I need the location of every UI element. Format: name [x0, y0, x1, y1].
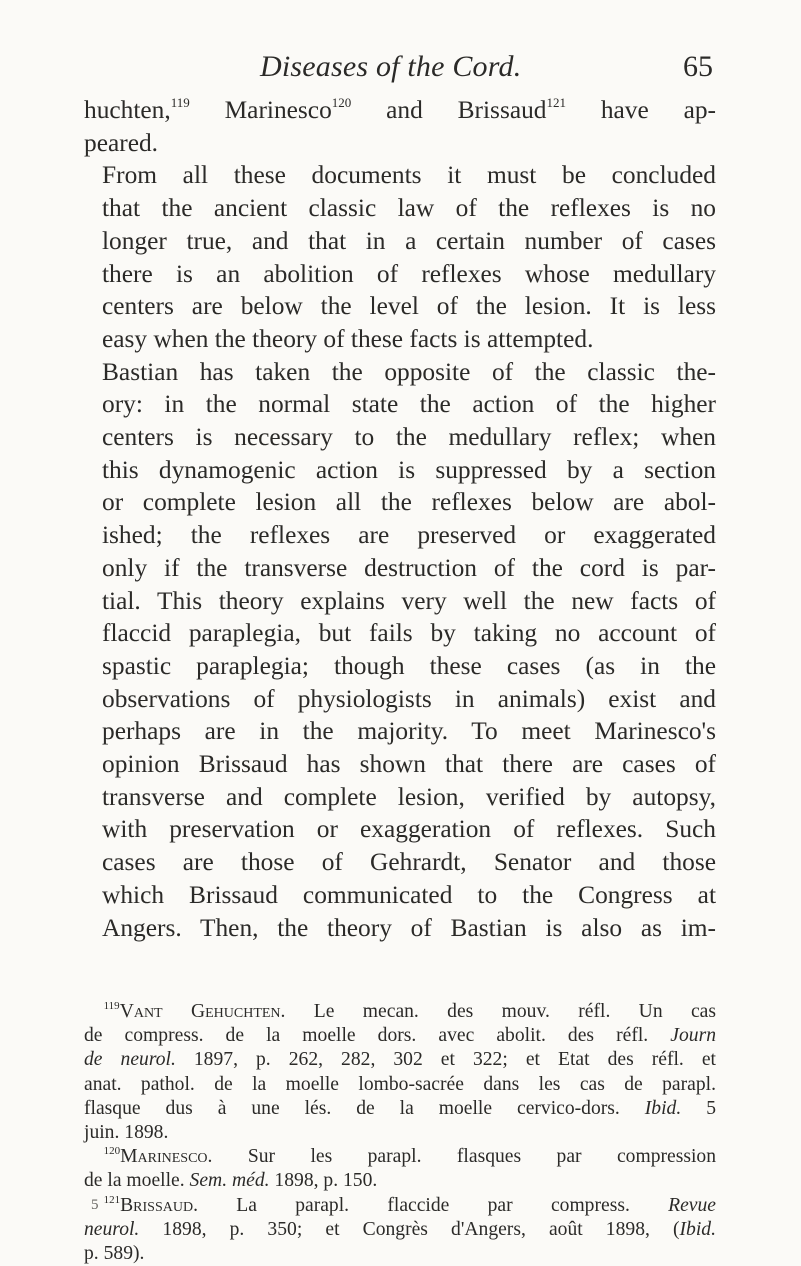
- footnote-author: Marinesco.: [120, 1146, 213, 1168]
- footnote-line: $^{121}$Brissaud. La parapl. flaccide par compress. Revue: [103, 1193, 716, 1216]
- footnote-120: [84, 1145, 716, 1193]
- footnote-line: neurol. 1898, p. 350; et Congrès d'Angers, août 1898, (Ibid.: [84, 1218, 716, 1240]
- text-line: huchten,$^{119}$ Marinesco$^{120}$ and Brissaud$^{121}$ have ap-: [84, 95, 717, 124]
- footnote-line: de la moelle. Sem. méd. 1898, p. 150.: [84, 1170, 378, 1192]
- text-line: perhaps are in the majority. To meet Marinesco's: [102, 717, 716, 746]
- text-line: with preservation or exaggeration of reflexes. Such: [102, 815, 716, 844]
- footnote-ref-120[interactable]: 120: [331, 95, 352, 110]
- footnote-121: [84, 1194, 716, 1266]
- footnote-line: flasque dus à une lés. de la moelle cervico-dors. Ibid. 5: [84, 1097, 716, 1119]
- footnote-line: juin. 1898.: [84, 1122, 169, 1144]
- body-text: [84, 94, 716, 944]
- text-line: ory: in the normal state the action of the higher: [102, 390, 716, 419]
- footnote-line: $^{119}$Vant Gehuchten. Le mecan. des mouv. réfl. Un cas: [103, 1000, 716, 1022]
- text-line: cases are those of Gehrardt, Senator and those: [102, 848, 716, 877]
- paragraph: [84, 159, 716, 355]
- footnote-ref-121[interactable]: 121: [546, 95, 566, 110]
- text-line: transverse and complete lesion, verified by autopsy,: [102, 782, 716, 811]
- text-line: that the ancient classic law of the reflexes is no: [102, 194, 716, 223]
- paragraph: [84, 356, 716, 945]
- footnote-ref-119[interactable]: 119: [170, 95, 190, 110]
- text-line: flaccid paraplegia, but fails by taking no account of: [102, 619, 716, 648]
- running-header: [88, 50, 713, 90]
- text-line: this dynamogenic action is suppressed by a section: [102, 455, 716, 484]
- footnotes: [84, 1000, 716, 1266]
- text-line: From all these documents it must be concluded: [102, 161, 716, 190]
- footnote-number: 119: [103, 1000, 120, 1012]
- text-line: centers are below the level of the lesion. It is less: [102, 292, 716, 321]
- text-line: Angers. Then, the theory of Bastian is also as im-: [102, 913, 716, 942]
- text-line: centers is necessary to the medullary reflex; when: [102, 423, 716, 452]
- text-line: or complete lesion all the reflexes below are abol-: [102, 488, 716, 517]
- text-line: Bastian has taken the opposite of the classic the-: [102, 357, 716, 386]
- text-line: easy when the theory of these facts is attempted.: [102, 324, 594, 353]
- text-line: tial. This theory explains very well the new facts of: [102, 586, 716, 615]
- text-line: ished; the reflexes are preserved or exaggerated: [102, 521, 716, 550]
- footnote-author: Brissaud.: [120, 1194, 198, 1216]
- footnote-119: [84, 1000, 716, 1145]
- text-line: longer true, and that in a certain number of cases: [102, 226, 716, 255]
- footnote-line: de compress. de la moelle dors. avec abolit. des réfl. Journ: [84, 1025, 716, 1047]
- footnote-author: Vant Gehuchten.: [119, 1001, 286, 1022]
- footnote-number: 121: [103, 1193, 121, 1206]
- footnote-number: 120: [103, 1145, 121, 1158]
- text-line: which Brissaud communicated to the Congress at: [102, 880, 716, 909]
- signature-mark: 5: [91, 1197, 99, 1213]
- text-line: spastic paraplegia; though these cases (as in the: [102, 651, 716, 680]
- text-line: there is an abolition of reflexes whose medullary: [102, 259, 716, 288]
- footnote-line: $^{120}$Marinesco. Sur les parapl. flasques par compression: [103, 1145, 716, 1168]
- text-line: opinion Brissaud has shown that there are cases of: [102, 750, 716, 779]
- running-title: Diseases of the Cord.: [260, 50, 522, 83]
- footnote-line: anat. pathol. de la moelle lombo-sacrée dans les cas de parapl.: [84, 1073, 716, 1095]
- text-line: observations of physiologists in animals) exist and: [102, 684, 716, 713]
- text-line: only if the transverse destruction of the cord is par-: [102, 553, 716, 582]
- page-number: 65: [683, 50, 713, 83]
- footnote-line: p. 589).: [84, 1243, 145, 1265]
- text-line: peared.: [84, 128, 159, 157]
- footnote-line: de neurol. 1897, p. 262, 282, 302 et 322; et Etat des réfl. et: [84, 1049, 716, 1071]
